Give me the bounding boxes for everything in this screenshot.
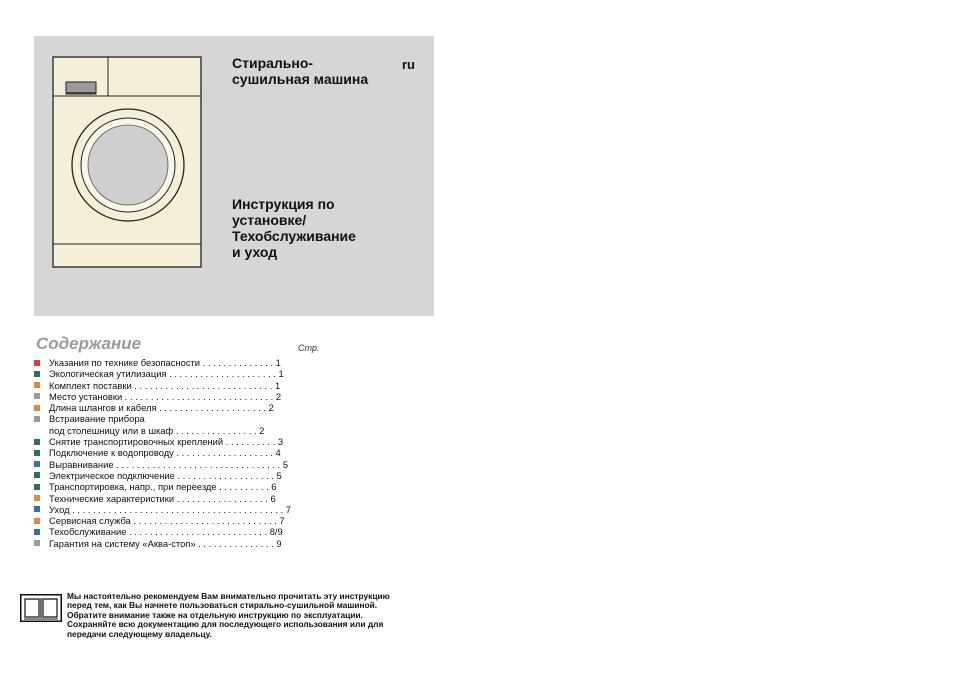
toc-item — [34, 470, 314, 481]
toc-item-text: Указания по технике безопасности . . . . . . . . . . . . . . 1 — [49, 357, 281, 368]
toc-bullet-icon — [34, 360, 40, 366]
toc-item — [34, 526, 314, 537]
toc-item-text: Гарантия на систему «Аква-стоп» . . . . . . . . . . . . . . . 9 — [49, 537, 282, 549]
toc-item-text: Транспортировка, напр., при переезде . . . . . . . . . . 6 — [49, 481, 277, 493]
toc-item-text: Встраивание прибора под столешницу или в шкаф . . . . . . . . . . . . . . . . 2 — [49, 413, 265, 436]
notice-line: передачи следующему владельцу. — [67, 628, 212, 639]
toc-item — [34, 391, 314, 402]
toc-item — [34, 368, 314, 379]
washing-machine-illustration — [52, 56, 202, 268]
toc-item-text: Место установки . . . . . . . . . . . . . . . . . . . . . . . . . . . . . 2 — [49, 390, 282, 402]
toc-item-text: Комплект поставки . . . . . . . . . . . . . . . . . . . . . . . . . . . 1 — [49, 379, 281, 391]
language-code: ru — [402, 57, 415, 72]
notice-line: Сохраняйте всю документацию для последующего использования или для — [67, 619, 384, 630]
toc-bullet-icon — [34, 371, 40, 377]
notice-text — [67, 592, 390, 639]
toc-item-text: Выравнивание . . . . . . . . . . . . . . . . . . . . . . . . . . . . . . . . 5 — [49, 458, 289, 470]
toc-item — [34, 493, 314, 504]
subtitle-line: Техобслуживание — [232, 228, 356, 244]
toc-bullet-icon — [34, 416, 40, 422]
product-title — [232, 55, 368, 87]
toc-page-label: Стр. — [298, 343, 320, 353]
toc-item — [34, 515, 314, 526]
toc-item — [34, 402, 314, 413]
open-book-icon — [20, 594, 62, 622]
subtitle-line: установке/ — [232, 212, 307, 228]
toc-item-text: Сервисная служба . . . . . . . . . . . . . . . . . . . . . . . . . . . . 7 — [49, 515, 285, 527]
toc-bullet-icon — [34, 506, 40, 512]
manual-subtitle — [232, 196, 356, 260]
notice-line: Обратите внимание также на отдельную инструкцию по эксплуатации. — [67, 609, 363, 620]
toc-bullet-icon — [34, 439, 40, 445]
table-of-contents — [34, 357, 314, 549]
toc-bullet-icon — [34, 450, 40, 456]
toc-item — [34, 538, 314, 549]
notice-line: перед тем, как Вы начнете пользоваться стирально-сушильной машиной. — [67, 600, 378, 611]
toc-item-text: Электрическое подключение . . . . . . . . . . . . . . . . . . . 5 — [49, 469, 282, 481]
toc-bullet-icon — [34, 529, 40, 535]
toc-bullet-icon — [34, 472, 40, 478]
product-title-line1: Стирально- — [232, 55, 314, 71]
notice-block — [20, 592, 440, 642]
toc-bullet-icon — [34, 461, 40, 467]
toc-item — [34, 436, 314, 447]
toc-bullet-icon — [34, 484, 40, 490]
toc-item — [34, 481, 314, 492]
toc-bullet-icon — [34, 405, 40, 411]
toc-item — [34, 357, 314, 368]
toc-item — [34, 447, 314, 458]
toc-item-text: Техобслуживание . . . . . . . . . . . . . . . . . . . . . . . . . . . 8/9 — [49, 526, 283, 538]
toc-item-text: Длина шлангов и кабеля . . . . . . . . . . . . . . . . . . . . . 2 — [49, 402, 274, 414]
toc-bullet-icon — [34, 495, 40, 501]
subtitle-line: и уход — [232, 244, 278, 260]
toc-item — [34, 380, 314, 391]
subtitle-line: Инструкция по — [232, 196, 335, 212]
toc-item — [34, 459, 314, 470]
toc-item-text: Подключение к водопроводу . . . . . . . . . . . . . . . . . . . 4 — [49, 447, 281, 459]
toc-bullet-icon — [34, 540, 40, 546]
toc-item-text: Снятие транспортировочных креплений . . . . . . . . . . 3 — [49, 436, 284, 448]
toc-heading: Содержание — [36, 334, 142, 353]
toc-bullet-icon — [34, 518, 40, 524]
toc-item — [34, 413, 314, 436]
toc-item-text: Технические характеристики . . . . . . . . . . . . . . . . . . 6 — [49, 492, 276, 504]
toc-item-text: Уход . . . . . . . . . . . . . . . . . . . . . . . . . . . . . . . . . . . . . . . . . 7 — [49, 503, 291, 515]
product-title-line2: сушильная машина — [232, 71, 369, 87]
toc-bullet-icon — [34, 382, 40, 388]
toc-bullet-icon — [34, 393, 40, 399]
notice-line: Мы настоятельно рекомендуем Вам внимательно прочитать эту инструкцию — [67, 591, 390, 601]
toc-item-text: Экологическая утилизация . . . . . . . . . . . . . . . . . . . . . 1 — [49, 368, 284, 380]
toc-item — [34, 504, 314, 515]
